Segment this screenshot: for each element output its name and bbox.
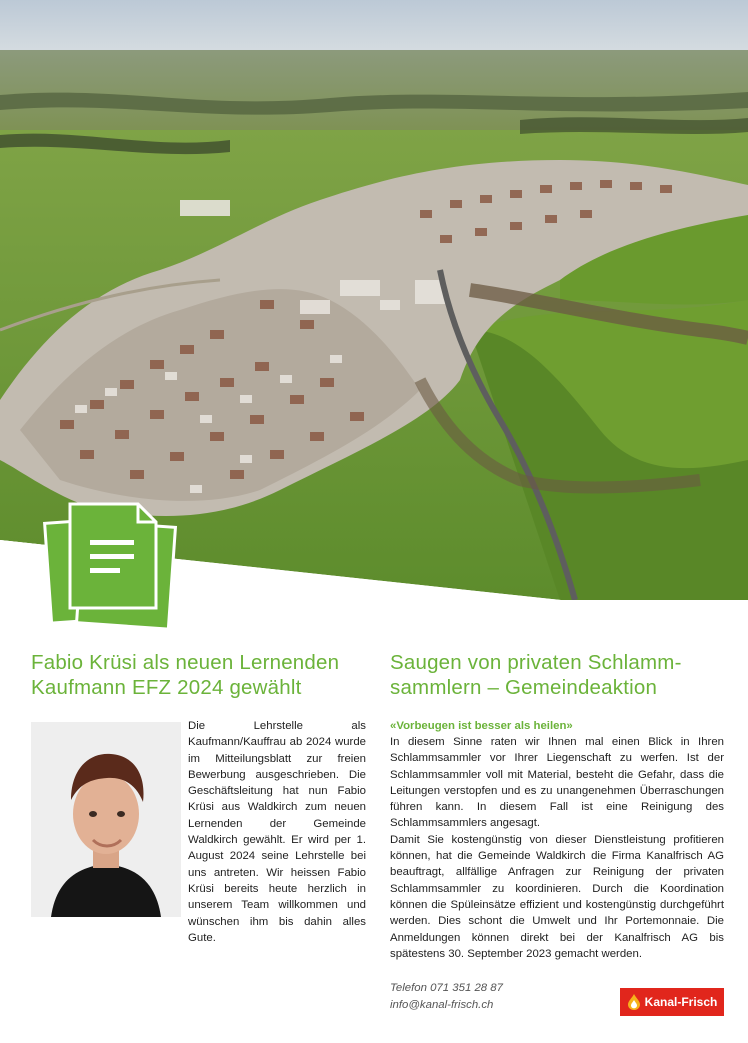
article-heading — [390, 650, 724, 700]
article-sludge-collectors — [390, 650, 724, 1011]
contact-phone: Telefon 071 351 28 87 — [390, 982, 503, 994]
flame-drop-icon — [627, 994, 641, 1010]
logo-text: Kanal-Frisch — [644, 995, 718, 1009]
article-body: Die Lehrstelle als Kaufmann/Kauffrau ab 2024 wurde im Mitteilungsblatt zur freien Bewerbung ausgeschrieben. Die Geschäftsleitung hat nun Fabio Krüsi aus Waldkirch zum neuen Lernenden der Gemeinde Waldkirch gewählt. Er wird per 1. August 2024 seine Lehrstelle bei uns antreten. Wir heissen Fabio Krüsi bereits heute herzlich in unserem Team willkommen und wünschen ihm bis dahin alles Gute. — [188, 720, 366, 944]
article-new-apprentice — [31, 650, 366, 944]
heading-line-2: sammlern – Gemeindeaktion — [390, 676, 658, 699]
contact-info — [390, 980, 503, 1014]
contact-email[interactable]: info@kanal-frisch.ch — [390, 999, 494, 1011]
heading-line-2: Kaufmann EFZ 2024 gewählt — [31, 676, 302, 699]
heading-line-1: Saugen von privaten Schlamm- — [390, 651, 682, 674]
kanal-frisch-logo — [620, 988, 724, 1016]
document-icon — [40, 500, 180, 630]
article-paragraph-1: In diesem Sinne raten wir Ihnen mal einen Blick in Ihren Schlammsammler vor Ihrer Liegenschaft zu werfen. Ist der Schlammsammler voll mit Material, besteht die Gefahr, dass die Leitungen verstopfen und es zu unangenehmen Überraschungen führen kann. In diesem Fall ist eine Reinigung des Schlammsammlers angesagt. — [390, 736, 724, 830]
article-heading — [31, 650, 366, 700]
article-paragraph-2: Damit Sie kostengünstig von dieser Dienstleistung profitieren können, hat die Gemeinde Waldkirch die Firma Kanalfrisch AG beauftragt, allfällige Anfragen zur Reinigung der privaten Schlammsammler zu koordinieren. Durch die Koordination können die Spüleinsätze effizient und kostengünstig durchgeführt werden. Dies schont die Umwelt und Ihr Portemonnaie. Die Anmeldungen können direkt bei der Kanalfrisch AG bis spätestens 30. September 2023 gemacht werden. — [390, 833, 724, 960]
article-subheading: «Vorbeugen ist besser als heilen» — [390, 720, 573, 732]
heading-line-1: Fabio Krüsi als neuen Lernenden — [31, 651, 340, 674]
portrait-photo — [31, 722, 181, 917]
